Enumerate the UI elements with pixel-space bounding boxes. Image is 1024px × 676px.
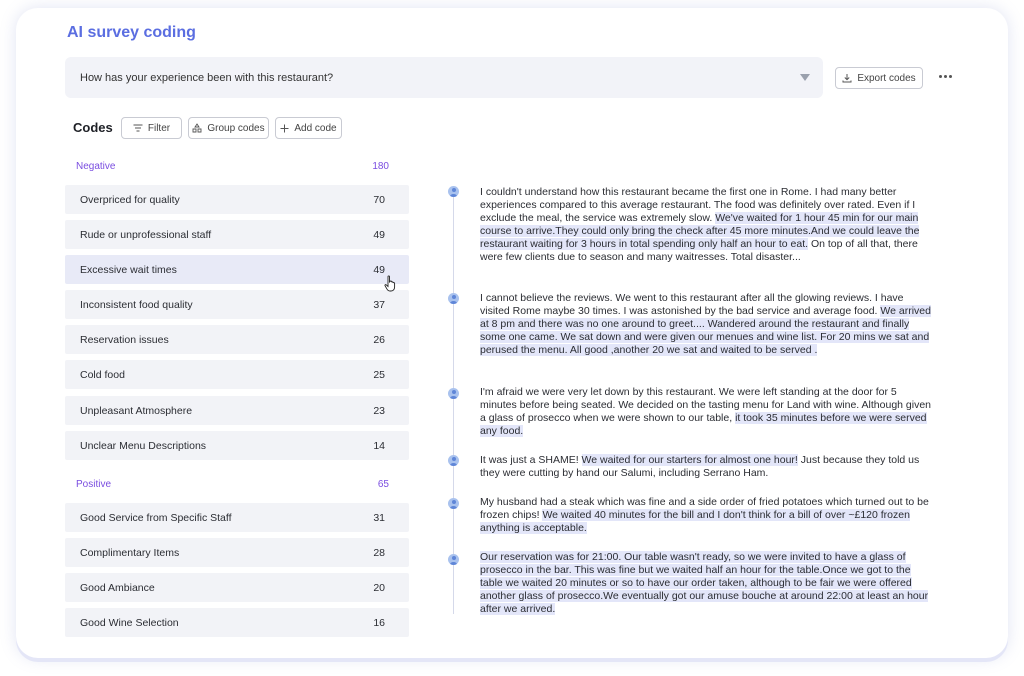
group-label: Negative bbox=[76, 161, 116, 172]
group-codes-button[interactable] bbox=[188, 117, 269, 139]
code-label: Unpleasant Atmosphere bbox=[80, 404, 193, 417]
code-count: 37 bbox=[373, 298, 385, 311]
code-label: Reservation issues bbox=[80, 333, 169, 346]
code-label: Inconsistent food quality bbox=[80, 298, 193, 311]
code-count: 28 bbox=[373, 546, 385, 559]
caret-down-icon bbox=[800, 74, 810, 81]
highlighted-excerpt: We've waited for 1 hour 45 min for our main course to arrive.They could only bring the check after 45 more minutes.And we could leave the restaurant waiting for 3 hours in total spending only half an hour to eat. bbox=[480, 211, 920, 250]
add-code-button[interactable] bbox=[275, 117, 342, 139]
highlighted-excerpt: Our reservation was for 21:00. Our table wasn't ready, so we were invited to have a glass of prosecco in the bar. This was fine but we waited half an hour for the table.Once we got to the table we waited 20 minutes or so to have our order taken, although to be fair we were offered another glass of prosecco.We eventually got our amuse bouche at around 22:00 at least an hour after we arrived. bbox=[480, 551, 929, 615]
code-row[interactable] bbox=[65, 325, 409, 354]
group-label: Positive bbox=[76, 479, 112, 490]
export-codes-button[interactable] bbox=[835, 67, 923, 89]
filter-button[interactable] bbox=[121, 117, 182, 139]
code-label: Unclear Menu Descriptions bbox=[80, 439, 207, 452]
code-label: Good Service from Specific Staff bbox=[80, 511, 232, 524]
more-options-icon[interactable] bbox=[937, 68, 953, 84]
code-row[interactable] bbox=[65, 538, 409, 567]
highlighted-excerpt: We waited for our starters for almost one hour! bbox=[581, 454, 798, 466]
code-row[interactable] bbox=[65, 220, 409, 249]
negative-group-header[interactable] bbox=[76, 161, 389, 172]
filter-icon bbox=[133, 124, 143, 132]
response-text: I couldn't understand how this restaurant became the first one in Rome. I had many better experiences compared to this average restaurant. The food was definitely over rated. Even if I exclude the meal, the service was extremely slow. We've waited for 1 hour 45 min for our main course to arrive.They could only bring the check after 45 more minutes.And we could leave the restaurant waiting for 3 hours in total spending only half an hour to eat. On top of all that, there were few clients due to season and many waitresses. Total disaster... bbox=[480, 186, 920, 263]
code-row[interactable] bbox=[65, 431, 409, 460]
code-count: 14 bbox=[373, 439, 385, 452]
add-code-label: Add code bbox=[294, 122, 337, 134]
code-row[interactable] bbox=[65, 396, 409, 425]
highlighted-excerpt: We arrived at 8 pm and there was no one around to greet.... Wandered around the restaurant and finally some one came. We sat down and were given our menues and wine list. For 20 mins we sat and perused the menu. All good ,another 20 we sat and waited to be served . bbox=[480, 304, 931, 356]
code-label: Complimentary Items bbox=[80, 546, 180, 559]
response-text bbox=[480, 551, 935, 616]
code-label: Excessive wait times bbox=[80, 263, 177, 276]
respondent-avatar-icon bbox=[448, 455, 459, 466]
code-row[interactable] bbox=[65, 185, 409, 214]
export-codes-label: Export codes bbox=[857, 72, 916, 84]
code-count: 49 bbox=[373, 228, 385, 241]
group-count: 180 bbox=[372, 161, 389, 172]
code-row[interactable] bbox=[65, 360, 409, 389]
code-row[interactable] bbox=[65, 503, 409, 532]
code-label: Rude or unprofessional staff bbox=[80, 228, 212, 241]
code-count: 23 bbox=[373, 404, 385, 417]
respondent-avatar-icon bbox=[448, 293, 459, 304]
code-label: Good Wine Selection bbox=[80, 616, 179, 629]
code-count: 31 bbox=[373, 511, 385, 524]
code-row-selected[interactable] bbox=[65, 255, 409, 284]
filter-label: Filter bbox=[147, 122, 171, 134]
response-text: My husband had a steak which was fine and a side order of fried potatoes which turned out to be frozen chips! We waited 40 minutes for the bill and I don't think for a bill of over ~£120 frozen anything is acceptable. bbox=[480, 496, 929, 534]
code-row[interactable] bbox=[65, 608, 409, 637]
code-label: Overpriced for quality bbox=[80, 193, 180, 206]
plus-icon bbox=[280, 124, 289, 133]
response-text: I cannot believe the reviews. We went to this restaurant after all the glowing reviews. I have visited Rome maybe 30 times. I was astonished by the bad service and average food. We arrived at 8 pm and there was no one around to greet.... Wandered around the restaurant and finally some one came. We sat down and were given our menues and wine list. For 20 mins we sat and perused the menu. All good ,another 20 we sat and waited to be served . bbox=[480, 292, 931, 356]
positive-group-header[interactable] bbox=[76, 479, 389, 490]
respondent-avatar-icon bbox=[448, 554, 459, 565]
code-count: 70 bbox=[373, 193, 385, 206]
code-label: Good Ambiance bbox=[80, 581, 155, 594]
group-codes-label: Group codes bbox=[207, 122, 265, 134]
respondent-avatar-icon bbox=[448, 186, 459, 197]
codes-heading: Codes bbox=[73, 120, 113, 135]
respondent-avatar-icon bbox=[448, 388, 459, 399]
code-row[interactable] bbox=[65, 573, 409, 602]
code-count: 20 bbox=[373, 581, 385, 594]
responses-timeline bbox=[453, 188, 454, 614]
code-count: 49 bbox=[373, 263, 385, 276]
code-count: 25 bbox=[373, 368, 385, 381]
question-text: How has your experience been with this restaurant? bbox=[80, 71, 334, 84]
response-text: It was just a SHAME! We waited for our starters for almost one hour! Just because they told us they were cutting by hand our Salumi, including Serrano Ham. bbox=[480, 454, 920, 479]
code-count: 16 bbox=[373, 616, 385, 629]
page-title: AI survey coding bbox=[67, 24, 196, 41]
highlighted-excerpt: We waited 40 minutes for the bill and I don't think for a bill of over ~£120 frozen anything is acceptable. bbox=[480, 508, 910, 534]
group-count: 65 bbox=[377, 479, 389, 490]
highlighted-excerpt: it took 35 minutes before we were served any food. bbox=[480, 411, 927, 437]
download-icon bbox=[842, 73, 852, 83]
question-select[interactable] bbox=[65, 57, 823, 98]
code-label: Cold food bbox=[80, 368, 125, 381]
code-count: 26 bbox=[373, 333, 385, 346]
group-icon bbox=[192, 123, 202, 133]
code-row[interactable] bbox=[65, 290, 409, 319]
hand-cursor-icon bbox=[384, 275, 398, 292]
response-text: I'm afraid we were very let down by this restaurant. We were left standing at the door for 5 minutes before being seated. We decided on the tasting menu for Land with wine. Although given a glass of prosecco when we were shown to our table, it took 35 minutes before we were served any food. bbox=[480, 386, 932, 437]
respondent-avatar-icon bbox=[448, 498, 459, 509]
